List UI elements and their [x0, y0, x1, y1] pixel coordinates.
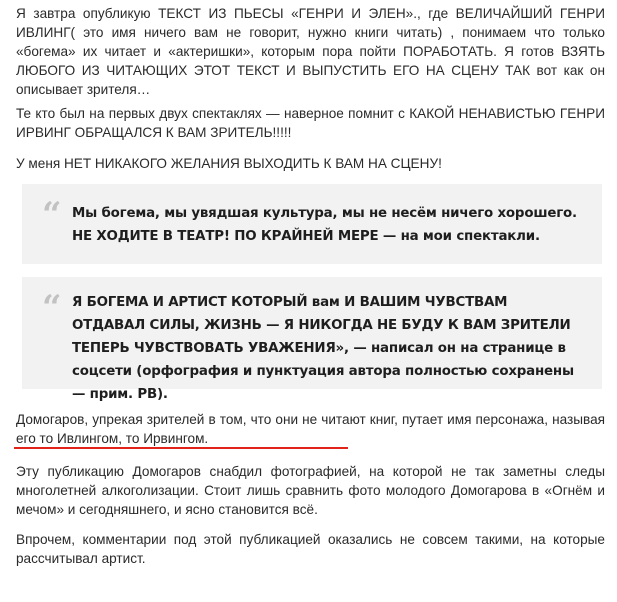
paragraph-comments: Впрочем, комментарии под этой публикацией оказались не совсем такими, на которые рассчитывал артист. — [16, 532, 605, 566]
quote-mark-icon: “ — [42, 288, 62, 328]
red-underline-annotation — [14, 447, 348, 449]
quote-mark-icon: “ — [42, 195, 62, 235]
blockquote-bohemia — [22, 184, 602, 264]
paragraph-no-desire: У меня НЕТ НИКАКОГО ЖЕЛАНИЯ ВЫХОДИТЬ К ВАМ НА СЦЕНУ! — [16, 156, 442, 171]
paragraph-domogarov: Домогаров, упрекая зрителей в том, что они не читают книг, путает имя персонажа, называя его то Ивлингом, то Ирвингом. — [16, 412, 605, 446]
blockquote-artist — [22, 277, 602, 402]
paragraph-photo: Эту публикацию Домогаров снабдил фотографией, на которой не так заметны следы многолетней алкоголизации. Стоит лишь сравнить фото молодого Домогарова в «Огнём и мечом» и сегодняшнего, и ясно становится всё. — [16, 464, 605, 517]
paragraph-irving: Те кто был на первых двух спектаклях — наверное помнит с КАКОЙ НЕНАВИСТЬЮ ГЕНРИ ИРВИНГ ОБРАЩАЛСЯ К ВАМ ЗРИТЕЛЬ!!!!! — [16, 106, 605, 140]
paragraph-intro: Я завтра опубликую ТЕКСТ ИЗ ПЬЕСЫ «ГЕНРИ И ЭЛЕН»., где ВЕЛИЧАЙШИЙ ГЕНРИ ИВЛИНГ( это имя ничего вам не говорит, нужно книги читать) , понимаем что только «богема» их читает и «актеришки», которым пора пойти ПОРАБОТАТЬ. Я готов ВЗЯТЬ ЛЮБОГО ИЗ ЧИТАЮЩИХ ЭТОТ ТЕКСТ И ВЫПУСТИТЬ ЕГО НА СЦЕНУ ТАК вот как он описывает зрителя… — [16, 6, 605, 97]
blockquote-text: Я БОГЕМА И АРТИСТ КОТОРЫЙ вам И ВАШИМ ЧУВСТВАМ ОТДАВАЛ СИЛЫ, ЖИЗНЬ — Я НИКОГДА НЕ БУДУ К ВАМ ЗРИТЕЛИ ТЕПЕРЬ ЧУВСТВОВАТЬ УВАЖЕНИЯ», — написал он на странице в соцсети (орфография и пунктуация автора полностью сохранены — прим. РВ). — [72, 295, 574, 402]
blockquote-text: Мы богема, мы увядшая культура, мы не несём ничего хорошего. НЕ ХОДИТЕ В ТЕАТР! ПО КРАЙНЕЙ МЕРЕ — на мои спектакли. — [72, 206, 577, 244]
